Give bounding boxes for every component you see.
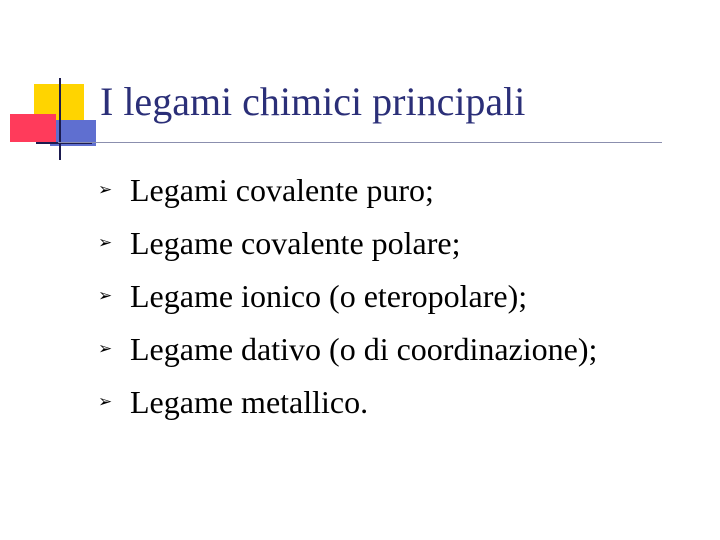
arrow-bullet-icon: ➢ <box>98 233 113 253</box>
title-divider <box>58 142 662 143</box>
bullet-text: Legami covalente puro; <box>130 172 434 208</box>
bullet-item <box>98 376 597 429</box>
slide-title: I legami chimici principali <box>100 79 526 124</box>
bullet-item <box>98 217 597 270</box>
bullet-text: Legame ionico (o eteropolare); <box>130 278 528 314</box>
arrow-bullet-icon: ➢ <box>98 286 113 306</box>
bullet-list <box>98 164 597 429</box>
bullet-text: Legame dativo (o di coordinazione); <box>130 331 598 367</box>
decorative-logo <box>0 0 100 170</box>
bullet-text: Legame metallico. <box>130 384 369 420</box>
bullet-item <box>98 164 597 217</box>
bullet-item <box>98 323 597 376</box>
arrow-bullet-icon: ➢ <box>98 339 113 359</box>
bullet-item <box>98 270 597 323</box>
bullet-text: Legame covalente polare; <box>130 225 461 261</box>
arrow-bullet-icon: ➢ <box>98 180 113 200</box>
logo-red-square <box>10 114 56 142</box>
logo-vertical-line <box>59 78 61 160</box>
arrow-bullet-icon: ➢ <box>98 392 113 412</box>
